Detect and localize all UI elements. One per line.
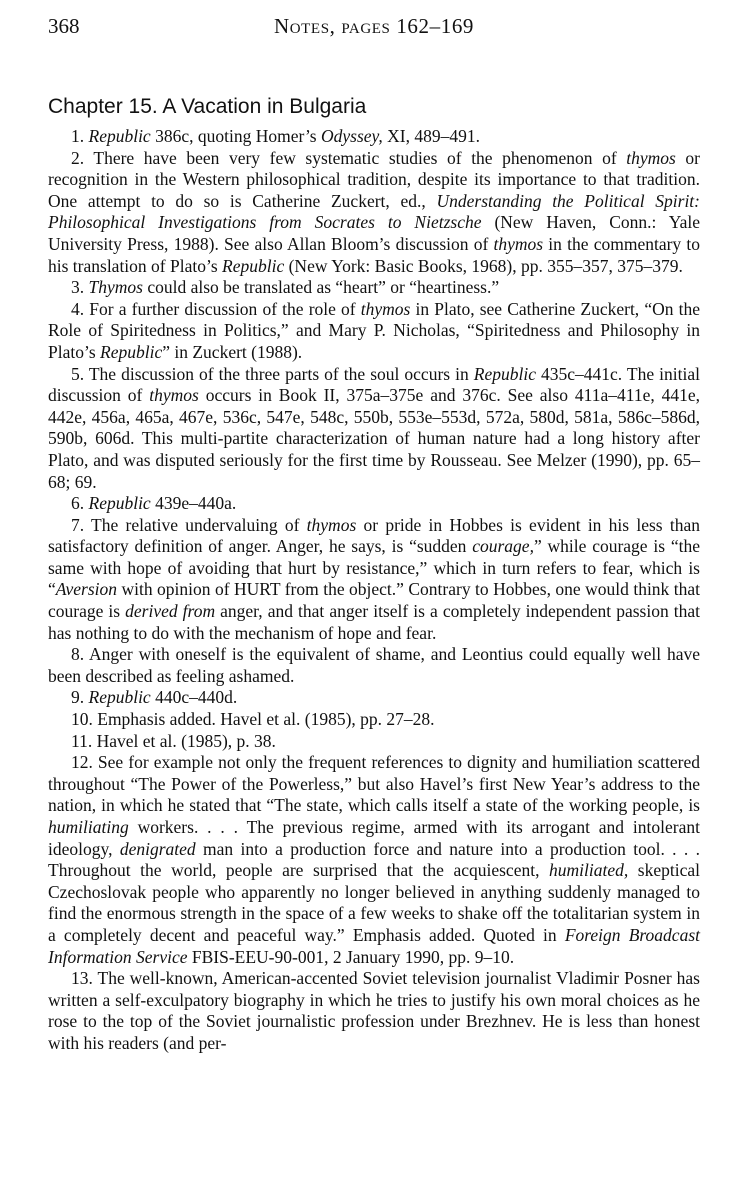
note-11	[48, 731, 700, 753]
note-7	[48, 515, 700, 645]
note-text: 8. Anger with oneself is the equivalent of shame, and Leontius could equally well have been described as feeling ashamed.	[48, 644, 700, 686]
note-text: ” in Zuckert (1988).	[162, 341, 303, 362]
page-number: 368	[48, 14, 80, 38]
note-text: 3.	[71, 277, 89, 298]
note-text: in the commentary to his translation of Plato’s	[48, 233, 700, 276]
note-text: 5. The discussion of the three parts of the soul occurs in	[71, 363, 474, 384]
note-text: 1.	[71, 126, 89, 146]
note-text: or pride in Hobbes is evident in his less than satisfactory definition of anger. Anger, he says, is “sudden	[48, 514, 700, 557]
chapter-title: Chapter 15. A Vacation in Bulgaria	[48, 95, 367, 118]
note-6	[48, 493, 700, 515]
note-italic-text: thymos	[626, 147, 676, 168]
note-text: 9.	[71, 687, 89, 708]
note-text: 439e–440a.	[150, 493, 237, 514]
note-text: 386c, quoting Homer’s	[150, 126, 321, 146]
note-text: 13. The well-known, American-accented Soviet television journalist Vladimir Posner has written a self-exculpatory biography in which he tries to justify his own moral choices as he rose to the top of the Soviet journalistic profession under Brezhnev. He is less than honest with his readers (and per-	[48, 968, 700, 1053]
note-text: could also be translated as “heart” or “heartiness.”	[142, 277, 500, 298]
note-italic-text: Republic	[473, 363, 536, 384]
note-italic-text: Understanding the Political Spirit: Philosophical Investigations from Socrates to Nietzsche	[48, 190, 700, 233]
note-text: anger, and that anger itself is a completely independent passion that has nothing to do with the mechanism of hope and fear.	[48, 601, 700, 643]
note-text: 10. Emphasis added. Havel et al. (1985), pp. 27–28.	[71, 709, 435, 730]
note-text: 7. The relative undervaluing of	[71, 514, 307, 535]
note-text: occurs in Book II, 375a–375e and 376c. See also 411a–411e, 441e, 442e, 456a, 465a, 467e, 536c, 547e, 548c, 550b, 553e–553d, 572a, 580d, 581a, 586c–586d, 590b, 606d. This multi-partite characterization of human nature had a long history after Plato, and was disputed seriously for the first time by Rousseau. See Melzer (1990), pp. 65–68; 69.	[48, 385, 700, 492]
note-italic-text: Republic	[88, 126, 151, 146]
note-text: in Plato, see Catherine Zuckert, “On the Role of Spiritedness in Politics,” and Mary P. Nicholas, “Spiritedness and Philosophy in Plato’s	[48, 298, 700, 362]
note-italic-text: thymos	[149, 385, 199, 406]
note-text: ” while courage is “the same with hope of avoiding that hurt by resistance,” which in turn refers to fear, which is “	[48, 536, 700, 600]
note-text: 435c–441c. The initial discussion of	[48, 363, 700, 406]
note-13	[48, 968, 700, 1054]
note-text: FBIS-EEU-90-001, 2 January 1990, pp. 9–10.	[187, 946, 515, 967]
page-header	[48, 14, 700, 38]
running-head: Notes, pages 162–169	[273, 14, 475, 38]
note-text: XI, 489–491.	[382, 126, 480, 146]
note-italic-text: Republic	[100, 341, 163, 362]
note-text: skeptical Czechoslovak people who apparently no longer believed in anything suddenly managed to find the enormous strength in the space of a few weeks to shake off the totalitarian system in a completely decent and peaceful way.” Emphasis added. Quoted in	[48, 860, 700, 945]
note-italic-text: derived from	[125, 601, 216, 622]
note-text: 11. Havel et al. (1985), p. 38.	[71, 730, 276, 751]
note-italic-text: Republic	[88, 687, 151, 708]
note-italic-text: thymos	[306, 514, 357, 535]
note-italic-text: Thymos	[88, 277, 143, 298]
note-text: 4. For a further discussion of the role of	[71, 298, 361, 319]
note-text: 2. There have been very few systematic studies of the phenomenon of	[71, 147, 627, 168]
note-italic-text: humiliated,	[549, 860, 629, 881]
note-italic-text: Aversion	[55, 579, 118, 600]
note-text: (New York: Basic Books, 1968), pp. 355–357, 375–379.	[284, 255, 683, 276]
note-5	[48, 364, 700, 494]
note-text: (New Haven, Conn.: Yale University Press, 1988). See also Allan Bloom’s discussion of	[48, 212, 700, 254]
note-italic-text: thymos	[493, 233, 544, 254]
note-3	[48, 277, 700, 299]
note-italic-text: courage,	[472, 536, 534, 557]
note-12	[48, 752, 700, 968]
note-text: with opinion of HURT from the object.” Contrary to Hobbes, one would think that courage is	[48, 579, 700, 622]
note-text: workers. . . . The previous regime, armed with its arrogant and intolerant ideology,	[48, 817, 700, 859]
note-text: 440c–440d.	[150, 687, 238, 708]
note-italic-text: Odyssey,	[321, 126, 383, 146]
note-1	[48, 126, 700, 148]
note-9	[48, 687, 700, 709]
notes-list	[48, 126, 700, 1055]
note-italic-text: denigrated	[119, 838, 196, 859]
note-8	[48, 644, 700, 687]
note-text: 12. See for example not only the frequent references to dignity and humiliation scattered throughout “The Power of the Powerless,” but also Havel’s first New Year’s address to the nation, in which he stated that “The state, which calls itself a state of the working people, is	[48, 752, 700, 816]
note-italic-text: Republic	[222, 255, 285, 276]
note-2	[48, 148, 700, 278]
note-italic-text: Republic	[88, 493, 151, 514]
note-4	[48, 299, 700, 364]
note-italic-text: thymos	[360, 298, 411, 319]
note-text: or recognition in the Western philosophical tradition, despite its importance to that tradition. One attempt to do so is Catherine Zuckert, ed.,	[48, 147, 700, 211]
note-italic-text: humiliating	[48, 817, 129, 837]
note-text: man into a production force and nature into a production tool. . . . Throughout the world, people are surprised that the acquiescent,	[48, 838, 701, 881]
note-10	[48, 709, 700, 731]
note-italic-text: Foreign Broadcast Information Service	[48, 924, 700, 967]
note-text: 6.	[71, 493, 89, 514]
